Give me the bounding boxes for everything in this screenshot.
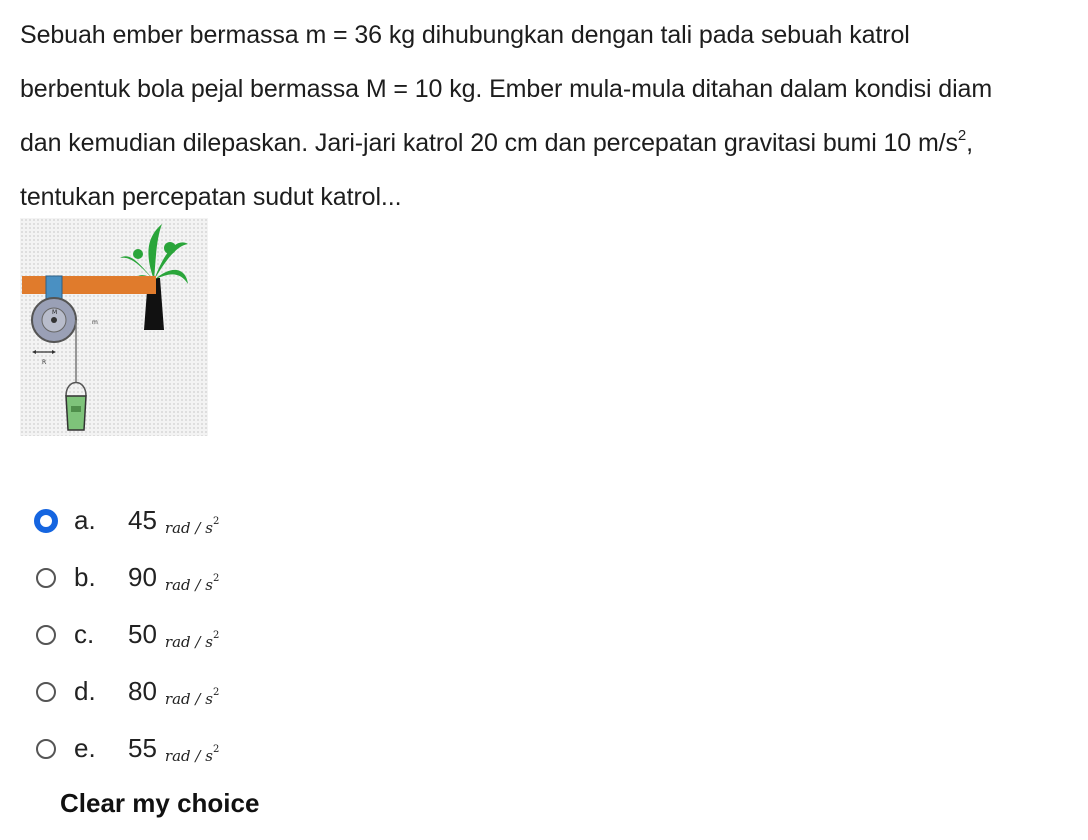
wooden-beam <box>22 276 156 294</box>
pulley-wheel <box>32 298 76 342</box>
option-letter: b. <box>74 562 96 592</box>
option-value: 50 <box>128 619 157 649</box>
option-e[interactable] <box>36 720 219 777</box>
option-d[interactable] <box>36 663 219 720</box>
radio-button[interactable] <box>36 625 56 645</box>
radio-button[interactable] <box>36 568 56 588</box>
label-small-m: m <box>92 319 98 326</box>
option-b[interactable] <box>36 549 219 606</box>
option-letter: a. <box>74 505 96 535</box>
question-line: berbentuk bola pejal bermassa M = 10 kg. Ember mula-mula ditahan dalam kondisi diam <box>20 75 993 103</box>
option-letter: e. <box>74 733 96 763</box>
option-letter: c. <box>74 619 95 649</box>
option-value: 90 <box>128 562 157 592</box>
option-value: 55 <box>128 733 157 763</box>
radius-arrow <box>32 350 56 354</box>
option-unit: rad / $s^2$ <box>164 573 220 594</box>
option-value: 45 <box>128 505 157 535</box>
radio-button[interactable] <box>36 682 56 702</box>
option-letter: d. <box>74 676 96 706</box>
pulley-illustration <box>20 218 208 436</box>
answer-options <box>36 492 219 777</box>
pulley-figure <box>20 218 208 436</box>
label-big-m: M <box>52 309 58 316</box>
question-line: tentukan percepatan sudut katrol... <box>20 183 402 211</box>
clear-choice-link[interactable]: Clear my choice <box>60 788 260 818</box>
option-a[interactable] <box>36 492 219 549</box>
option-unit: rad / $s^2$ <box>164 744 220 765</box>
option-unit: rad / $s^2$ <box>164 687 220 708</box>
option-unit: rad / $s^2$ <box>164 516 220 537</box>
option-unit: rad / $s^2$ <box>164 630 220 651</box>
option-c[interactable] <box>36 606 219 663</box>
question-line: Sebuah ember bermassa m = 36 kg dihubungkan dengan tali pada sebuah katrol <box>20 21 910 49</box>
radio-button[interactable] <box>36 739 56 759</box>
label-r: R <box>42 359 47 366</box>
question-line: dan kemudian dilepaskan. Jari-jari katrol 20 cm dan percepatan gravitasi bumi 10 $m/s^2$, <box>20 127 974 157</box>
radio-button[interactable] <box>34 509 58 533</box>
option-value: 80 <box>128 676 157 706</box>
question-text <box>20 8 1080 224</box>
bucket <box>66 383 86 431</box>
